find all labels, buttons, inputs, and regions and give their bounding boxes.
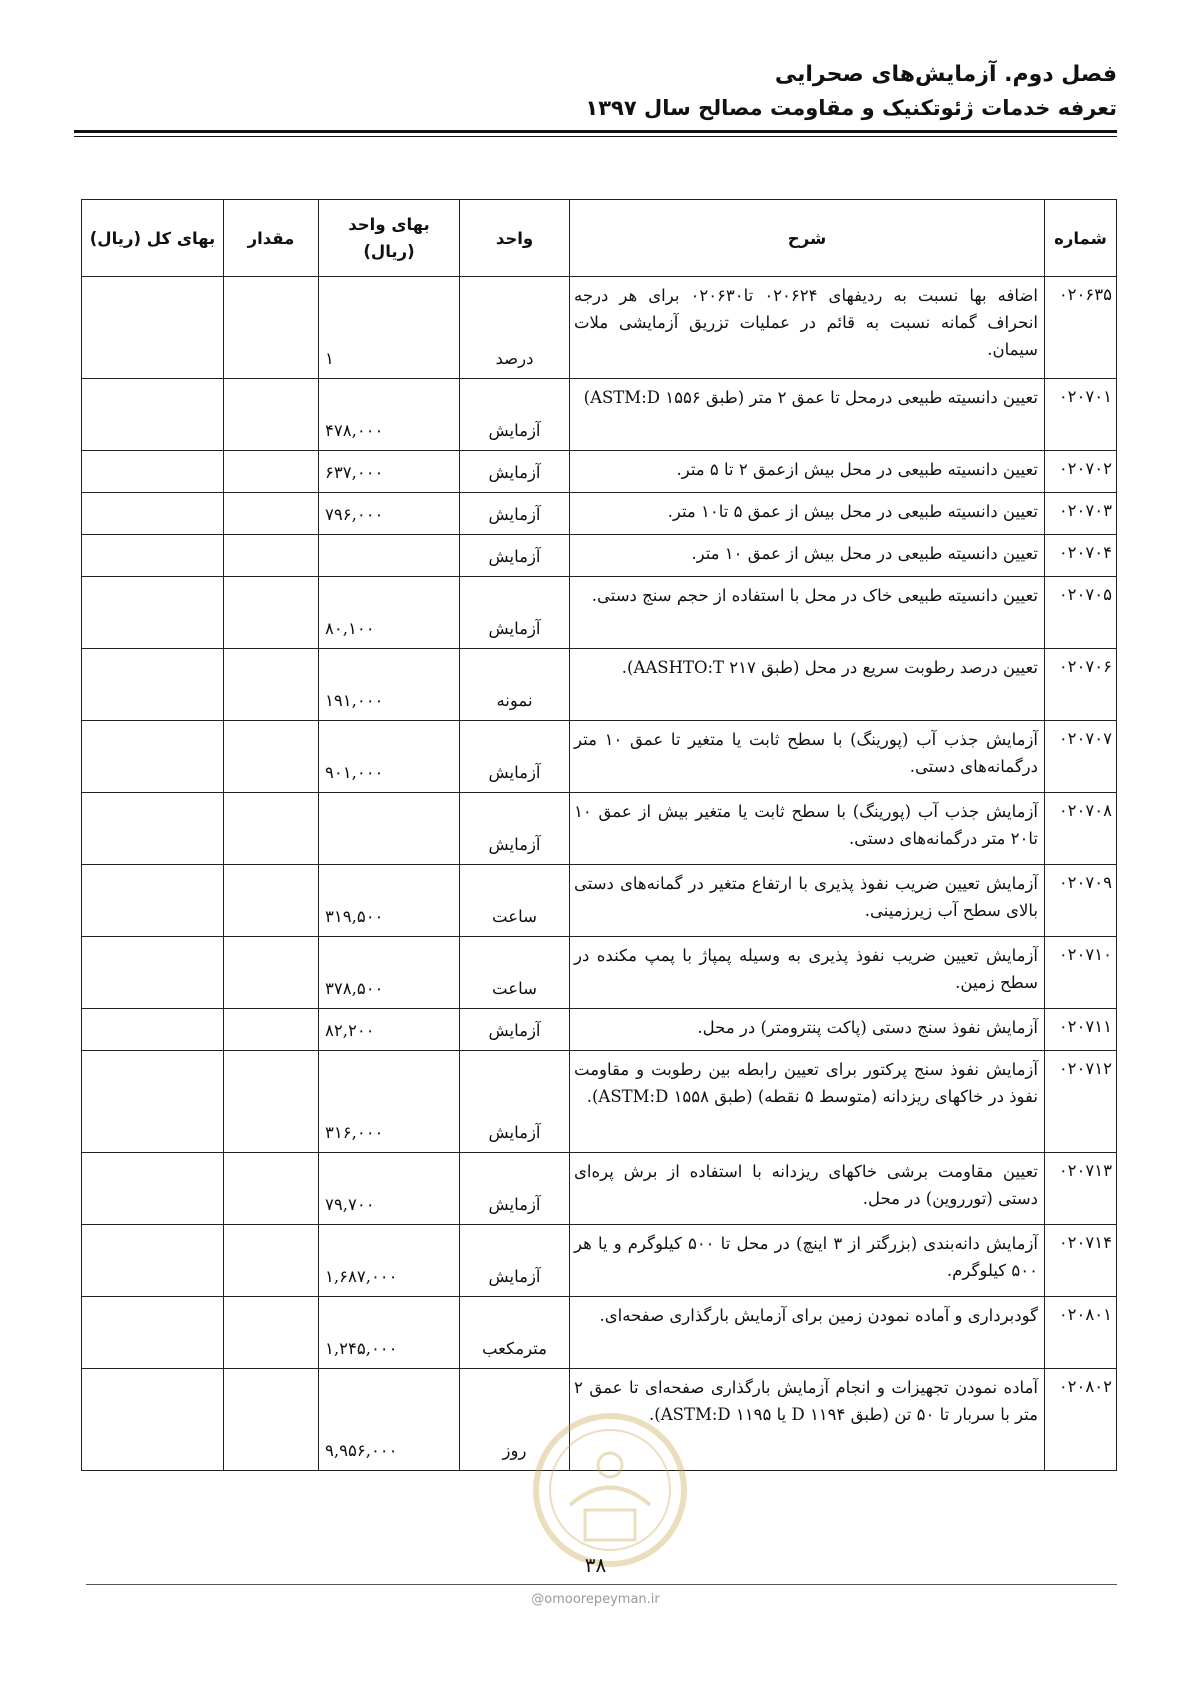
- item-unit: ساعت: [460, 937, 570, 1009]
- table-row: [82, 649, 1117, 721]
- item-number: ۰۲۰۷۰۹: [1045, 865, 1117, 937]
- table-row: [82, 379, 1117, 451]
- item-total-price: [82, 535, 224, 577]
- table-row: [82, 277, 1117, 379]
- table-row: [82, 937, 1117, 1009]
- item-quantity: [224, 649, 319, 721]
- item-quantity: [224, 865, 319, 937]
- item-quantity: [224, 277, 319, 379]
- item-unit: نمونه: [460, 649, 570, 721]
- item-unit: آزمایش: [460, 535, 570, 577]
- item-description: آزمایش تعیین ضریب نفوذ پذیری با ارتفاع متغیر در گمانه‌های دستی بالای سطح آب زیرزمینی.: [570, 865, 1045, 937]
- item-quantity: [224, 535, 319, 577]
- item-unit-price: [319, 535, 460, 577]
- item-unit: روز: [460, 1369, 570, 1471]
- unit-price-currency: (ریال): [363, 242, 415, 261]
- item-number: ۰۲۰۷۱۳: [1045, 1153, 1117, 1225]
- table-row: [82, 721, 1117, 793]
- item-quantity: [224, 379, 319, 451]
- item-quantity: [224, 451, 319, 493]
- item-total-price: [82, 721, 224, 793]
- item-description: تعیین دانسیته طبیعی خاک در محل با استفاده از حجم سنج دستی.: [570, 577, 1045, 649]
- item-number: ۰۲۰۷۰۷: [1045, 721, 1117, 793]
- col-header-unit-price: [319, 200, 460, 277]
- item-unit-price: ۱,۲۴۵,۰۰۰: [319, 1297, 460, 1369]
- table-row: [82, 1051, 1117, 1153]
- item-description: گودبرداری و آماده نمودن زمین برای آزمایش بارگذاری صفحه‌ای.: [570, 1297, 1045, 1369]
- item-total-price: [82, 865, 224, 937]
- site-watermark: @omoorepeyman.ir: [531, 1592, 660, 1607]
- item-quantity: [224, 577, 319, 649]
- item-description: اضافه بها نسبت به ردیفهای ۰۲۰۶۲۴ تا۰۲۰۶۳۰ برای هر درجه انحراف گمانه نسبت به قائم در عملیات تزریق آزمایشی ملات سیمان.: [570, 277, 1045, 379]
- item-quantity: [224, 793, 319, 865]
- item-unit-price: ۷۹۶,۰۰۰: [319, 493, 460, 535]
- item-unit: آزمایش: [460, 379, 570, 451]
- item-number: ۰۲۰۷۱۴: [1045, 1225, 1117, 1297]
- item-number: ۰۲۰۷۰۱: [1045, 379, 1117, 451]
- item-description: تعیین دانسیته طبیعی درمحل تا عمق ۲ متر (طبق ASTM:D ۱۵۵۶): [570, 379, 1045, 451]
- item-quantity: [224, 937, 319, 1009]
- table-row: [82, 1225, 1117, 1297]
- item-unit: ساعت: [460, 865, 570, 937]
- item-number: ۰۲۰۷۱۱: [1045, 1009, 1117, 1051]
- item-description: تعیین دانسیته طبیعی در محل بیش از عمق ۵ تا۱۰ متر.: [570, 493, 1045, 535]
- item-total-price: [82, 1051, 224, 1153]
- col-header-description: شرح: [570, 200, 1045, 277]
- col-header-total-price: بهای کل (ریال): [82, 200, 224, 277]
- item-number: ۰۲۰۷۰۵: [1045, 577, 1117, 649]
- item-description: تعیین دانسیته طبیعی در محل بیش از عمق ۱۰ متر.: [570, 535, 1045, 577]
- col-header-unit: واحد: [460, 200, 570, 277]
- item-quantity: [224, 493, 319, 535]
- item-number: ۰۲۰۷۰۶: [1045, 649, 1117, 721]
- item-total-price: [82, 1297, 224, 1369]
- item-total-price: [82, 1153, 224, 1225]
- item-number: ۰۲۰۷۰۸: [1045, 793, 1117, 865]
- item-number: ۰۲۰۶۳۵: [1045, 277, 1117, 379]
- item-unit: آزمایش: [460, 451, 570, 493]
- table-row: [82, 493, 1117, 535]
- item-unit-price: [319, 793, 460, 865]
- item-total-price: [82, 277, 224, 379]
- item-unit-price: ۸۲,۲۰۰: [319, 1009, 460, 1051]
- document-subtitle: تعرفه خدمات ژئوتکنیک و مقاومت مصالح سال ۱۳۹۷: [585, 96, 1117, 120]
- item-quantity: [224, 721, 319, 793]
- item-total-price: [82, 1369, 224, 1471]
- item-unit-price: ۹۰۱,۰۰۰: [319, 721, 460, 793]
- item-description: آزمایش نفوذ سنج پرکتور برای تعیین رابطه بین رطوبت و مقاومت نفوذ در خاکهای ریزدانه (متوسط ۵ نقطه) (طبق ASTM:D ۱۵۵۸).: [570, 1051, 1045, 1153]
- item-number: ۰۲۰۷۱۰: [1045, 937, 1117, 1009]
- col-header-quantity: مقدار: [224, 200, 319, 277]
- item-unit-price: ۳۷۸,۵۰۰: [319, 937, 460, 1009]
- item-unit: آزمایش: [460, 493, 570, 535]
- item-number: ۰۲۰۷۰۴: [1045, 535, 1117, 577]
- item-description: آزمایش جذب آب (پورینگ) با سطح ثابت یا متغیر تا عمق ۱۰ متر درگمانه‌های دستی.: [570, 721, 1045, 793]
- table-row: [82, 451, 1117, 493]
- table-header-row: [82, 200, 1117, 277]
- item-total-price: [82, 1225, 224, 1297]
- item-unit-price: ۶۳۷,۰۰۰: [319, 451, 460, 493]
- item-unit-price: ۱: [319, 277, 460, 379]
- item-unit-price: ۳۱۹,۵۰۰: [319, 865, 460, 937]
- item-description: تعیین درصد رطوبت سریع در محل (طبق AASHTO:T ۲۱۷).: [570, 649, 1045, 721]
- item-quantity: [224, 1369, 319, 1471]
- item-unit-price: ۱,۶۸۷,۰۰۰: [319, 1225, 460, 1297]
- item-description: آماده نمودن تجهیزات و انجام آزمایش بارگذاری صفحه‌ای تا عمق ۲ متر با سربار تا ۵۰ تن (طبق ۱۱۹۴ D یا ASTM:D ۱۱۹۵).: [570, 1369, 1045, 1471]
- chapter-title: فصل دوم. آزمایش‌های صحرایی: [774, 62, 1117, 87]
- item-unit: مترمکعب: [460, 1297, 570, 1369]
- item-description: آزمایش تعیین ضریب نفوذ پذیری به وسیله پمپاژ با پمپ مکنده در سطح زمین.: [570, 937, 1045, 1009]
- item-description: آزمایش جذب آب (پورینگ) با سطح ثابت یا متغیر بیش از عمق ۱۰ تا۲۰ متر درگمانه‌های دستی.: [570, 793, 1045, 865]
- item-unit-price: ۴۷۸,۰۰۰: [319, 379, 460, 451]
- item-unit: آزمایش: [460, 1153, 570, 1225]
- item-quantity: [224, 1225, 319, 1297]
- footer-rule: [86, 1584, 1117, 1585]
- item-unit-price: ۹,۹۵۶,۰۰۰: [319, 1369, 460, 1471]
- item-description: آزمایش نفوذ سنج دستی (پاکت پنترومتر) در محل.: [570, 1009, 1045, 1051]
- item-total-price: [82, 649, 224, 721]
- item-unit-price: ۷۹,۷۰۰: [319, 1153, 460, 1225]
- table-row: [82, 1297, 1117, 1369]
- unit-price-label: بهای واحد: [348, 215, 430, 234]
- item-total-price: [82, 577, 224, 649]
- item-quantity: [224, 1297, 319, 1369]
- table-row: [82, 1153, 1117, 1225]
- item-number: ۰۲۰۸۰۱: [1045, 1297, 1117, 1369]
- item-total-price: [82, 379, 224, 451]
- table-row: [82, 1369, 1117, 1471]
- page-number: ۳۸: [584, 1553, 607, 1577]
- table-row: [82, 793, 1117, 865]
- item-number: ۰۲۰۷۰۲: [1045, 451, 1117, 493]
- page-header: [57, 58, 1117, 124]
- table-row: [82, 865, 1117, 937]
- item-unit: آزمایش: [460, 793, 570, 865]
- item-unit-price: ۱۹۱,۰۰۰: [319, 649, 460, 721]
- item-number: ۰۲۰۸۰۲: [1045, 1369, 1117, 1471]
- item-unit-price: ۳۱۶,۰۰۰: [319, 1051, 460, 1153]
- item-description: تعیین دانسیته طبیعی در محل بیش ازعمق ۲ تا ۵ متر.: [570, 451, 1045, 493]
- header-rule-thick: [74, 130, 1117, 133]
- item-quantity: [224, 1051, 319, 1153]
- item-total-price: [82, 451, 224, 493]
- item-number: ۰۲۰۷۰۳: [1045, 493, 1117, 535]
- item-unit: آزمایش: [460, 1009, 570, 1051]
- item-quantity: [224, 1009, 319, 1051]
- item-unit-price: ۸۰,۱۰۰: [319, 577, 460, 649]
- table-row: [82, 535, 1117, 577]
- item-unit: درصد: [460, 277, 570, 379]
- table-row: [82, 577, 1117, 649]
- col-header-number: شماره: [1045, 200, 1117, 277]
- item-unit: آزمایش: [460, 1051, 570, 1153]
- item-total-price: [82, 1009, 224, 1051]
- item-unit: آزمایش: [460, 1225, 570, 1297]
- item-description: آزمایش دانه‌بندی (بزرگتر از ۳ اینچ) در محل تا ۵۰۰ کیلوگرم و یا هر ۵۰۰ کیلوگرم.: [570, 1225, 1045, 1297]
- item-total-price: [82, 793, 224, 865]
- item-description: تعیین مقاومت برشی خاکهای ریزدانه با استفاده از برش پره‌ای دستی (تورروین) در محل.: [570, 1153, 1045, 1225]
- item-unit: آزمایش: [460, 577, 570, 649]
- item-total-price: [82, 493, 224, 535]
- item-total-price: [82, 937, 224, 1009]
- tariff-table: [81, 199, 1117, 1471]
- header-rule-thin: [74, 136, 1117, 137]
- item-unit: آزمایش: [460, 721, 570, 793]
- item-quantity: [224, 1153, 319, 1225]
- item-number: ۰۲۰۷۱۲: [1045, 1051, 1117, 1153]
- table-row: [82, 1009, 1117, 1051]
